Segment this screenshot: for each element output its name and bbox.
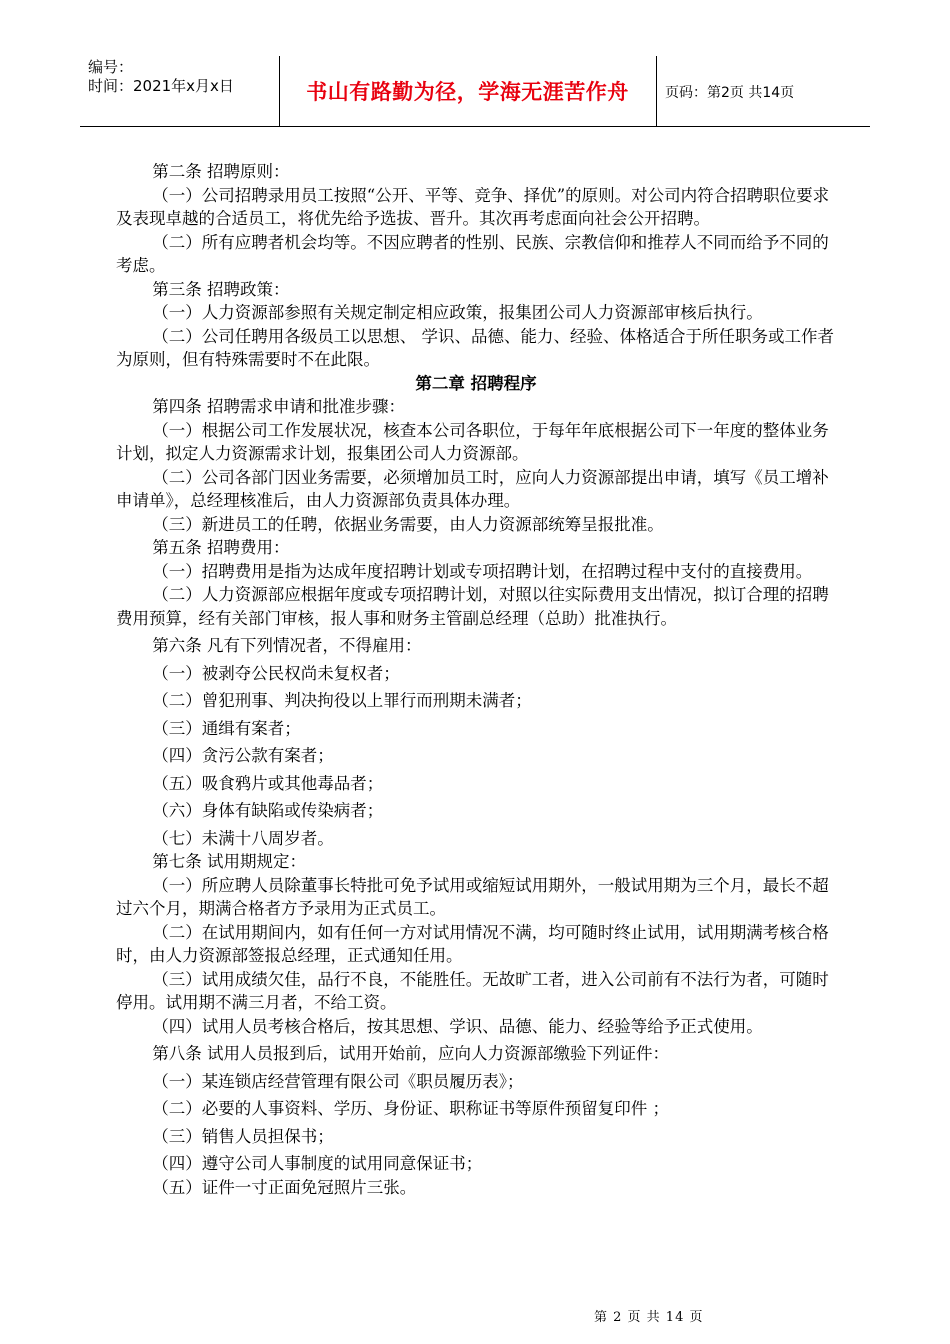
document-number-label: 编号： — [88, 58, 134, 76]
body-paragraph: （三）通缉有案者； — [152, 718, 301, 738]
body-paragraph: 第六条 凡有下列情况者，不得雇用： — [152, 636, 422, 655]
body-paragraph: （六）身体有缺陷或传染病者； — [152, 801, 384, 820]
page-header — [80, 56, 870, 127]
body-paragraph: 第七条 试用期规定： — [152, 852, 307, 871]
header-divider-right — [656, 56, 657, 126]
header-divider-left — [279, 56, 280, 126]
body-paragraph: （二）曾犯刑事、判决拘役以上罪行而刑期未满者； — [152, 691, 532, 710]
header-page-label: 页码：第2页 共14页 — [665, 85, 795, 101]
body-paragraph: （二）在试用期间内，如有任何一方对试用情况不满，均可随时终止试用，试用期满考核合格时，由人力资源部签报总经理，正式通知任用。 — [116, 922, 829, 965]
body-paragraph: （三）新进员工的任聘，依据业务需要，由人力资源部统筹呈报批准。 — [152, 514, 664, 534]
body-paragraph: （一）公司招聘录用员工按照“公开、平等、竞争、择优”的原则。对公司内符合招聘职位要求及表现卓越的合适员工，将优先给予选拔、晋升。其次再考虑面向社会公开招聘。 — [116, 185, 830, 228]
body-paragraph: （四）遵守公司人事制度的试用同意保证书； — [152, 1154, 483, 1173]
body-paragraph: （一）招聘费用是指为达成年度招聘计划或专项招聘计划，在招聘过程中支付的直接费用。 — [152, 561, 813, 581]
body-paragraph: 第五条 招聘费用： — [152, 538, 290, 557]
body-paragraph: （三）销售人员担保书； — [152, 1126, 334, 1146]
header-motto: 书山有路勤为径，学海无涯苦作舟 — [306, 80, 629, 104]
body-paragraph: （七）未满十八周岁者。 — [152, 828, 334, 848]
body-paragraph: （五）证件一寸正面免冠照片三张。 — [152, 1177, 417, 1197]
body-paragraph: 第三条 招聘政策： — [152, 279, 290, 299]
body-paragraph: （一）某连锁店经营管理有限公司《职员履历表》； — [152, 1071, 524, 1091]
body-paragraph: 第二条 招聘原则： — [152, 162, 290, 181]
body-paragraph: 第四条 招聘需求申请和批准步骤： — [152, 397, 406, 416]
body-paragraph: 第八条 试用人员报到后，试用开始前，应向人力资源部缴验下列证件： — [152, 1044, 670, 1063]
header-meta — [88, 58, 278, 96]
body-paragraph: （一）人力资源部参照有关规定制定相应政策，报集团公司人力资源部审核后执行。 — [152, 303, 763, 322]
body-paragraph: （三）试用成绩欠佳，品行不良，不能胜任。无故旷工者，进入公司前有不法行为者，可随时停用。试用期不满三月者，不给工资。 — [116, 969, 829, 1012]
document-time-label: 时间：2021年x月x日 — [88, 77, 234, 95]
body-paragraph: （二）人力资源部应根据年度或专项招聘计划，对照以往实际费用支出情况，拟订合理的招聘费用预算，经有关部门审核，报人事和财务主管副总经理（总助）批准执行。 — [116, 585, 829, 628]
body-paragraph: （二）必要的人事资料、学历、身份证、职称证书等原件预留复印件 ； — [152, 1099, 670, 1118]
body-paragraph: （五）吸食鸦片或其他毒品者； — [152, 773, 384, 793]
body-paragraph: （一）被剥夺公民权尚未复权者； — [152, 663, 400, 683]
body-paragraph: （四）试用人员考核合格后，按其思想、学识、品德、能力、经验等给予正式使用。 — [152, 1016, 763, 1036]
body-paragraph: （二）所有应聘者机会均等。不因应聘者的性别、民族、宗教信仰和推荐人不同而给予不同的考虑。 — [116, 232, 829, 275]
chapter-heading: 第二章 招聘程序 — [415, 373, 537, 393]
body-paragraph: （一）根据公司工作发展状况，核查本公司各职位，于每年年底根据公司下一年度的整体业务计划，拟定人力资源需求计划，报集团公司人力资源部。 — [116, 420, 829, 463]
document-body — [116, 160, 836, 1199]
body-paragraph: （四）贪污公款有案者； — [152, 746, 334, 765]
body-paragraph: （二）公司各部门因业务需要，必须增加员工时，应向人力资源部提出申请，填写《员工增补申请单》，总经理核准后，由人力资源部负责具体办理。 — [116, 467, 829, 510]
page-footer: 第 2 页 共 14 页 — [594, 1310, 704, 1325]
body-paragraph: （一）所应聘人员除董事长特批可免予试用或缩短试用期外，一般试用期为三个月，最长不超过六个月，期满合格者方予录用为正式员工。 — [116, 875, 829, 918]
body-paragraph: （二）公司任聘用各级员工以思想、 学识、品德、能力、经验、体格适合于所任职务或工作者为原则，但有特殊需要时不在此限。 — [116, 326, 835, 369]
